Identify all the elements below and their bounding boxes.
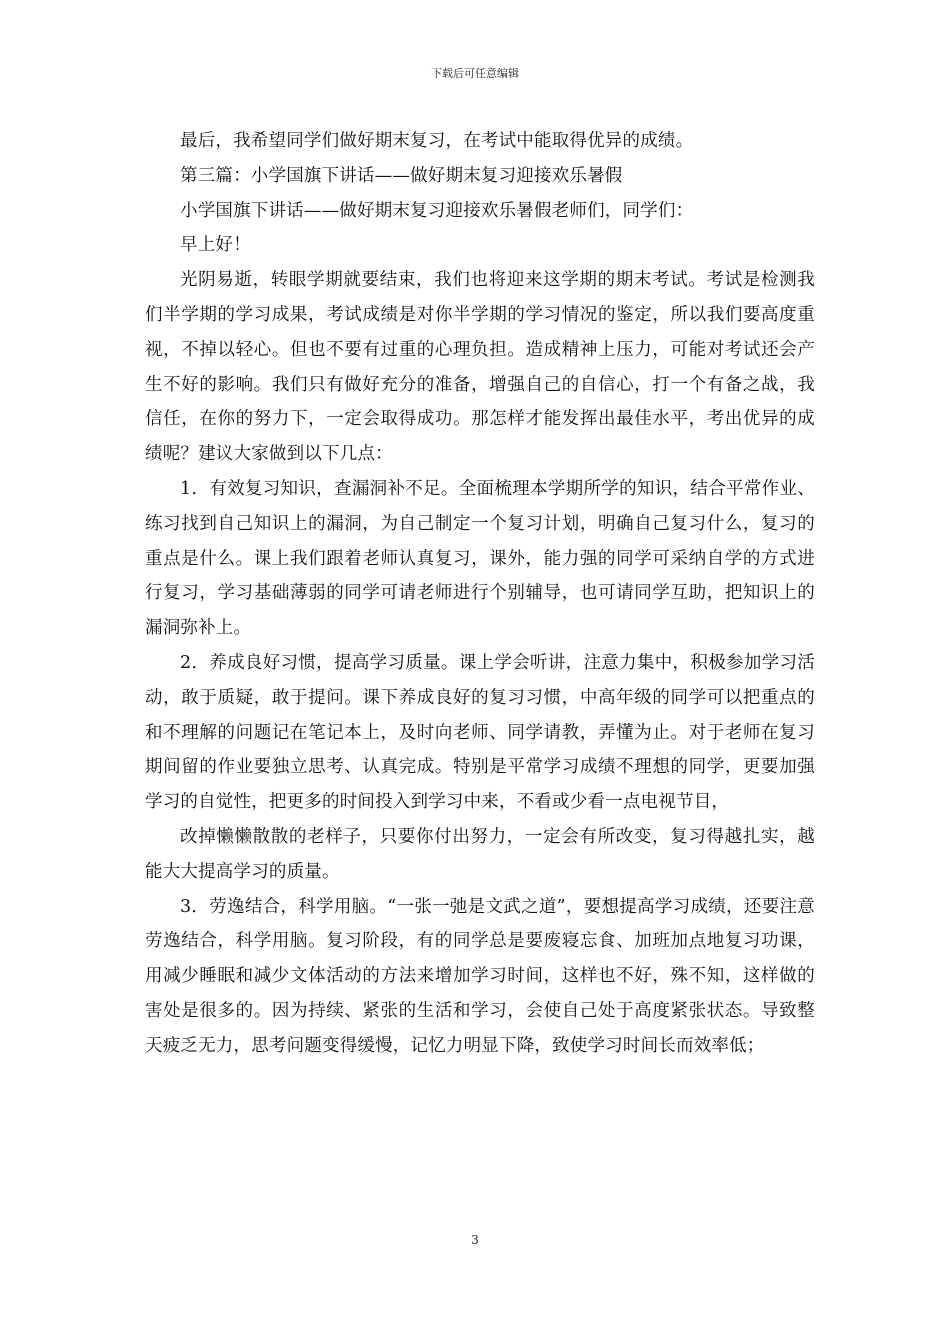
page-header: 下载后可任意编辑 (431, 67, 519, 80)
paragraph-closing-wish: 最后，我希望同学们做好期末复习，在考试中能取得优异的成绩。 (180, 131, 694, 151)
paragraph-intro: 光阴易逝，转眼学期就要结束，我们也将迎来这学期的期末考试。考试是检测我们半学期的学习成果，考试成绩是对你半学期的学习情况的鉴定，所以我们要高度重视，不掉以轻心。但也不要有过重的心理负担。造成精神上压力，可能对考试还会产生不好的影响。我们只有做好充分的准备，增强自己的自信心，打一个有备之战，我信任，在你的努力下，一定会取得成功。那怎样才能发挥出最佳水平，考出优异的成绩呢？建议大家做到以下几点： (145, 270, 815, 465)
page-number: 3 (471, 1233, 479, 1247)
document-body (145, 124, 815, 1064)
paragraph-speech-title-greeting: 小学国旗下讲话——做好期末复习迎接欢乐暑假老师们，同学们： (180, 200, 694, 221)
paragraph-point-3: 3．劳逸结合，科学用脑。“一张一弛是文武之道”，要想提高学习成绩，还要注意劳逸结合，科学用脑。复习阶段，有的同学总是要废寝忘食、加班加点地复习功课，用减少睡眠和减少文体活动的方法来增加学习时间，这样也不好，殊不知，这样做的害处是很多的。因为持续、紧张的生活和学习，会使自己处于高度紧张状态。导致整天疲乏无力，思考问题变得缓慢，记忆力明显下降，致使学习时间长而效率低； (145, 896, 815, 1056)
paragraph-point-2-continued: 改掉懒懒散散的老样子，只要你付出努力，一定会有所改变，复习得越扎实，越能大大提高学习的质量。 (145, 826, 815, 882)
paragraph-good-morning: 早上好！ (180, 235, 251, 256)
paragraph-section-title: 第三篇：小学国旗下讲话——做好期末复习迎接欢乐暑假 (180, 165, 623, 186)
paragraph-point-1: 1．有效复习知识，查漏洞补不足。全面梳理本学期所学的知识，结合平常作业、练习找到自己知识上的漏洞，为自己制定一个复习计划，明确自己复习什么，复习的重点是什么。课上我们跟着老师认真复习，课外，能力强的同学可采纳自学的方式进行复习，学习基础薄弱的同学可请老师进行个别辅导，也可请同学互助，把知识上的漏洞弥补上。 (145, 478, 815, 639)
paragraph-point-2: 2．养成良好习惯，提高学习质量。课上学会听讲，注意力集中，积极参加学习活动，敢于质疑，敢于提问。课下养成良好的复习习惯，中高年级的同学可以把重点的和不理解的问题记在笔记本上，及时向老师、同学请教，弄懂为止。对于老师在复习期间留的作业要独立思考、认真完成。特别是平常学习成绩不理想的同学，更要加强学习的自觉性，把更多的时间投入到学习中来，不看或少看一点电视节目， (145, 652, 815, 813)
